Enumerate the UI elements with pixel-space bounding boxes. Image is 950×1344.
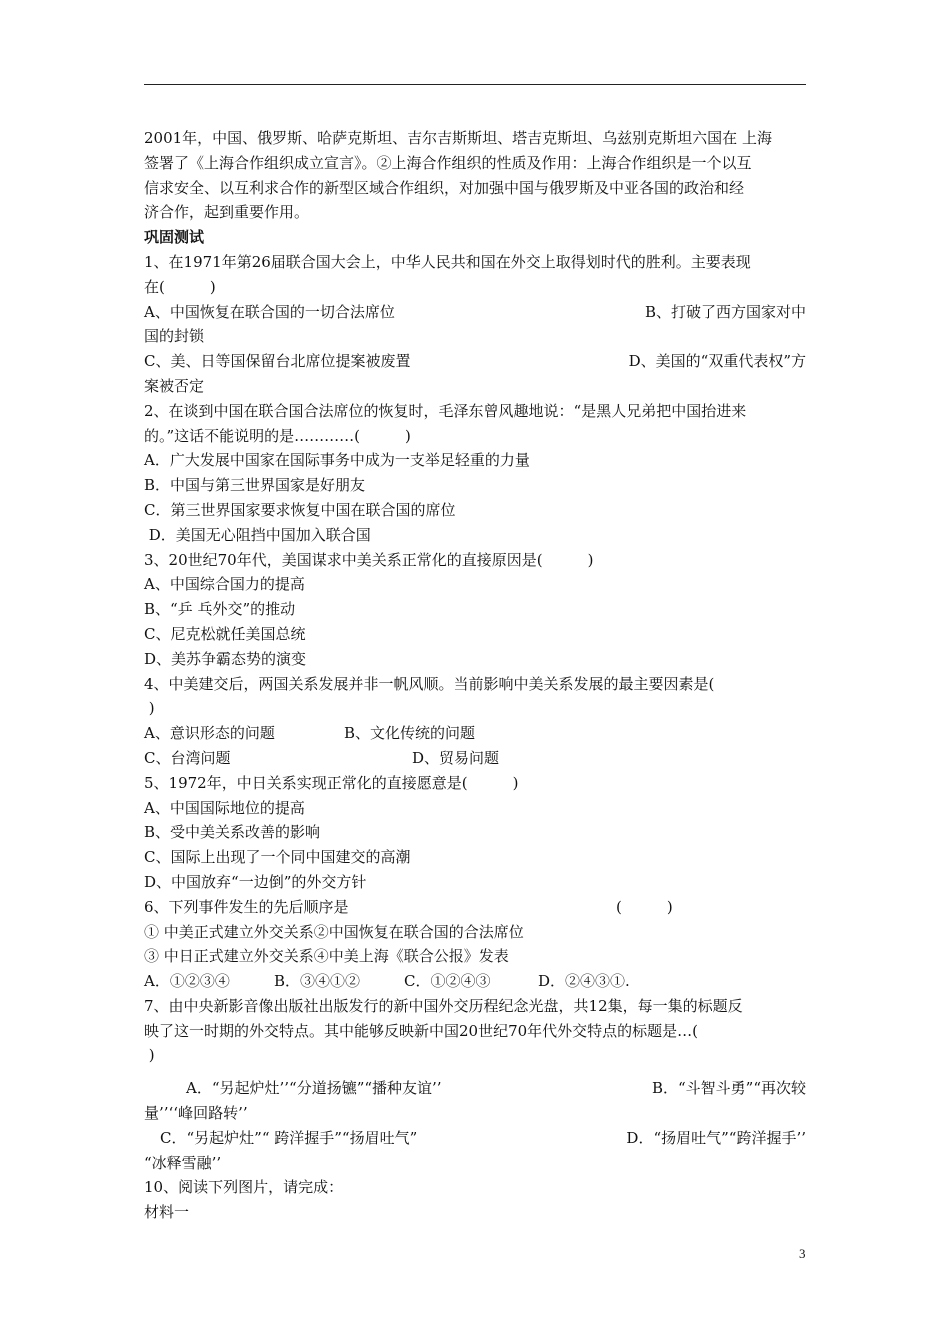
q4-option-d: D、贸易问题 [412, 748, 500, 767]
q7-option-c: C．“另起炉灶”“ 跨洋握手”“扬眉吐气” [160, 1128, 418, 1147]
q6-paren: ( ) [616, 897, 673, 916]
q4-option-b: B、文化传统的问题 [344, 724, 476, 743]
q3-option-c: C、尼克松就任美国总统 [144, 624, 306, 643]
q1-option-c: C、美、日等国保留台北席位提案被废置 [144, 352, 411, 371]
q1-options-ab [144, 300, 806, 325]
intro-line-3: 信求安全、以互利求合作的新型区域合作组织，对加强中国与俄罗斯及中亚各国的政治和经 [144, 178, 745, 197]
q1-option-b-cont: 国的封锁 [144, 327, 205, 346]
q6-stem: 6、下列事件发生的先后顺序是 [144, 897, 349, 916]
intro-line-4: 济合作，起到重要作用。 [144, 203, 310, 222]
q4-option-a: A、意识形态的问题 [144, 724, 275, 743]
q6-option-d: D．②④③①. [538, 972, 630, 991]
q5-stem: 5、1972年，中日关系实现正常化的直接愿意是( ) [144, 773, 519, 792]
q1-option-d-cont: 案被否定 [144, 376, 205, 395]
q6-option-a: A．①②③④ [144, 972, 230, 991]
q2-option-b: B．中国与第三世界国家是好朋友 [144, 476, 366, 495]
q4-options-ab [144, 721, 806, 746]
section-title: 巩固测试 [144, 228, 205, 247]
q5-option-d: D、中国放弃“一边倒”的外交方针 [144, 872, 367, 891]
q7-stem-1: 7、由中央新影音像出版社出版发行的新中国外交历程纪念光盘，共12集，每一集的标题反 [144, 996, 743, 1015]
q2-option-a: A．广大发展中国家在国际事务中成为一支举足轻重的力量 [144, 451, 530, 470]
q6-option-c: C．①②④③ [404, 972, 491, 991]
q10-material-label: 材料一 [144, 1203, 190, 1222]
q1-option-a: A、中国恢复在联合国的一切合法席位 [144, 302, 395, 321]
q7-option-d: D．“扬眉吐气”“跨洋握手’’ [626, 1128, 806, 1147]
q5-option-b: B、受中美关系改善的影响 [144, 823, 321, 842]
q7-option-b: B．“斗智斗勇”“再次较 [651, 1079, 806, 1098]
q1-option-d: D、美国的“双重代表权”方 [628, 352, 806, 371]
q3-option-b: B、“乒 乓外交”的推动 [144, 600, 296, 619]
intro-line-2: 签署了《上海合作组织成立宣言》。②上海合作组织的性质及作用：上海合作组织是一个以互 [144, 153, 752, 172]
q2-option-d: D．美国无心阻挡中国加入联合国 [144, 525, 371, 544]
q6-stem-row [144, 895, 806, 920]
header-rule [144, 84, 806, 85]
q1-option-b: B、打破了西方国家对中 [644, 302, 806, 321]
q4-stem-2: ) [144, 699, 155, 718]
q4-stem-1: 4、中美建交后，两国关系发展并非一帆风顺。当前影响中美关系发展的最主要因素是( [144, 674, 715, 693]
q1-stem-1: 1、在1971年第26届联合国大会上，中华人民共和国在外交上取得划时代的胜利。主要表现 [144, 252, 751, 271]
q3-option-a: A、中国综合国力的提高 [144, 575, 305, 594]
q2-stem-1: 2、在谈到中国在联合国合法席位的恢复时，毛泽东曾风趣地说：“是黑人兄弟把中国抬进来 [144, 401, 747, 420]
page-number: 3 [799, 1246, 806, 1261]
q6-item-2: ③ 中日正式建立外交关系④中美上海《联合公报》发表 [144, 947, 509, 966]
q6-options [144, 969, 806, 994]
intro-line-1: 2001年，中国、俄罗斯、哈萨克斯坦、吉尔吉斯斯坦、塔吉克斯坦、乌兹别克斯坦六国在 上海 [144, 129, 772, 147]
document-body [144, 126, 806, 1225]
q1-stem-2: 在( ) [144, 277, 216, 296]
q5-option-a: A、中国国际地位的提高 [144, 798, 305, 817]
q6-item-1: ① 中美正式建立外交关系②中国恢复在联合国的合法席位 [144, 922, 524, 941]
q4-options-cd [144, 746, 806, 771]
q7-stem-3: ) [144, 1046, 155, 1065]
q7-stem-2: 映了这一时期的外交特点。其中能够反映新中国20世纪70年代外交特点的标题是…( [144, 1021, 699, 1040]
q7-option-b-cont: 量’’‘‘峰回路转’’ [144, 1104, 248, 1123]
q3-option-d: D、美苏争霸态势的演变 [144, 649, 307, 668]
q7-option-d-cont: “冰释雪融’’ [144, 1153, 222, 1172]
q7-option-a: A．“另起炉灶’’“分道扬镳”“播种友谊’’ [186, 1079, 442, 1098]
q3-stem: 3、20世纪70年代，美国谋求中美关系正常化的直接原因是( ) [144, 550, 594, 569]
q6-option-b: B．③④①② [274, 972, 361, 991]
q7-options-cd [144, 1126, 806, 1151]
q7-spacer [144, 1068, 806, 1076]
q7-options-ab [144, 1076, 806, 1101]
q10-stem: 10、阅读下列图片，请完成： [144, 1178, 344, 1197]
q5-option-c: C、国际上出现了一个同中国建交的高潮 [144, 848, 411, 867]
q1-options-cd [144, 349, 806, 374]
q4-option-c: C、台湾问题 [144, 748, 231, 767]
q2-stem-2: 的。”这话不能说明的是…………( ) [144, 426, 411, 445]
q2-option-c: C．第三世界国家要求恢复中国在联合国的席位 [144, 500, 456, 519]
